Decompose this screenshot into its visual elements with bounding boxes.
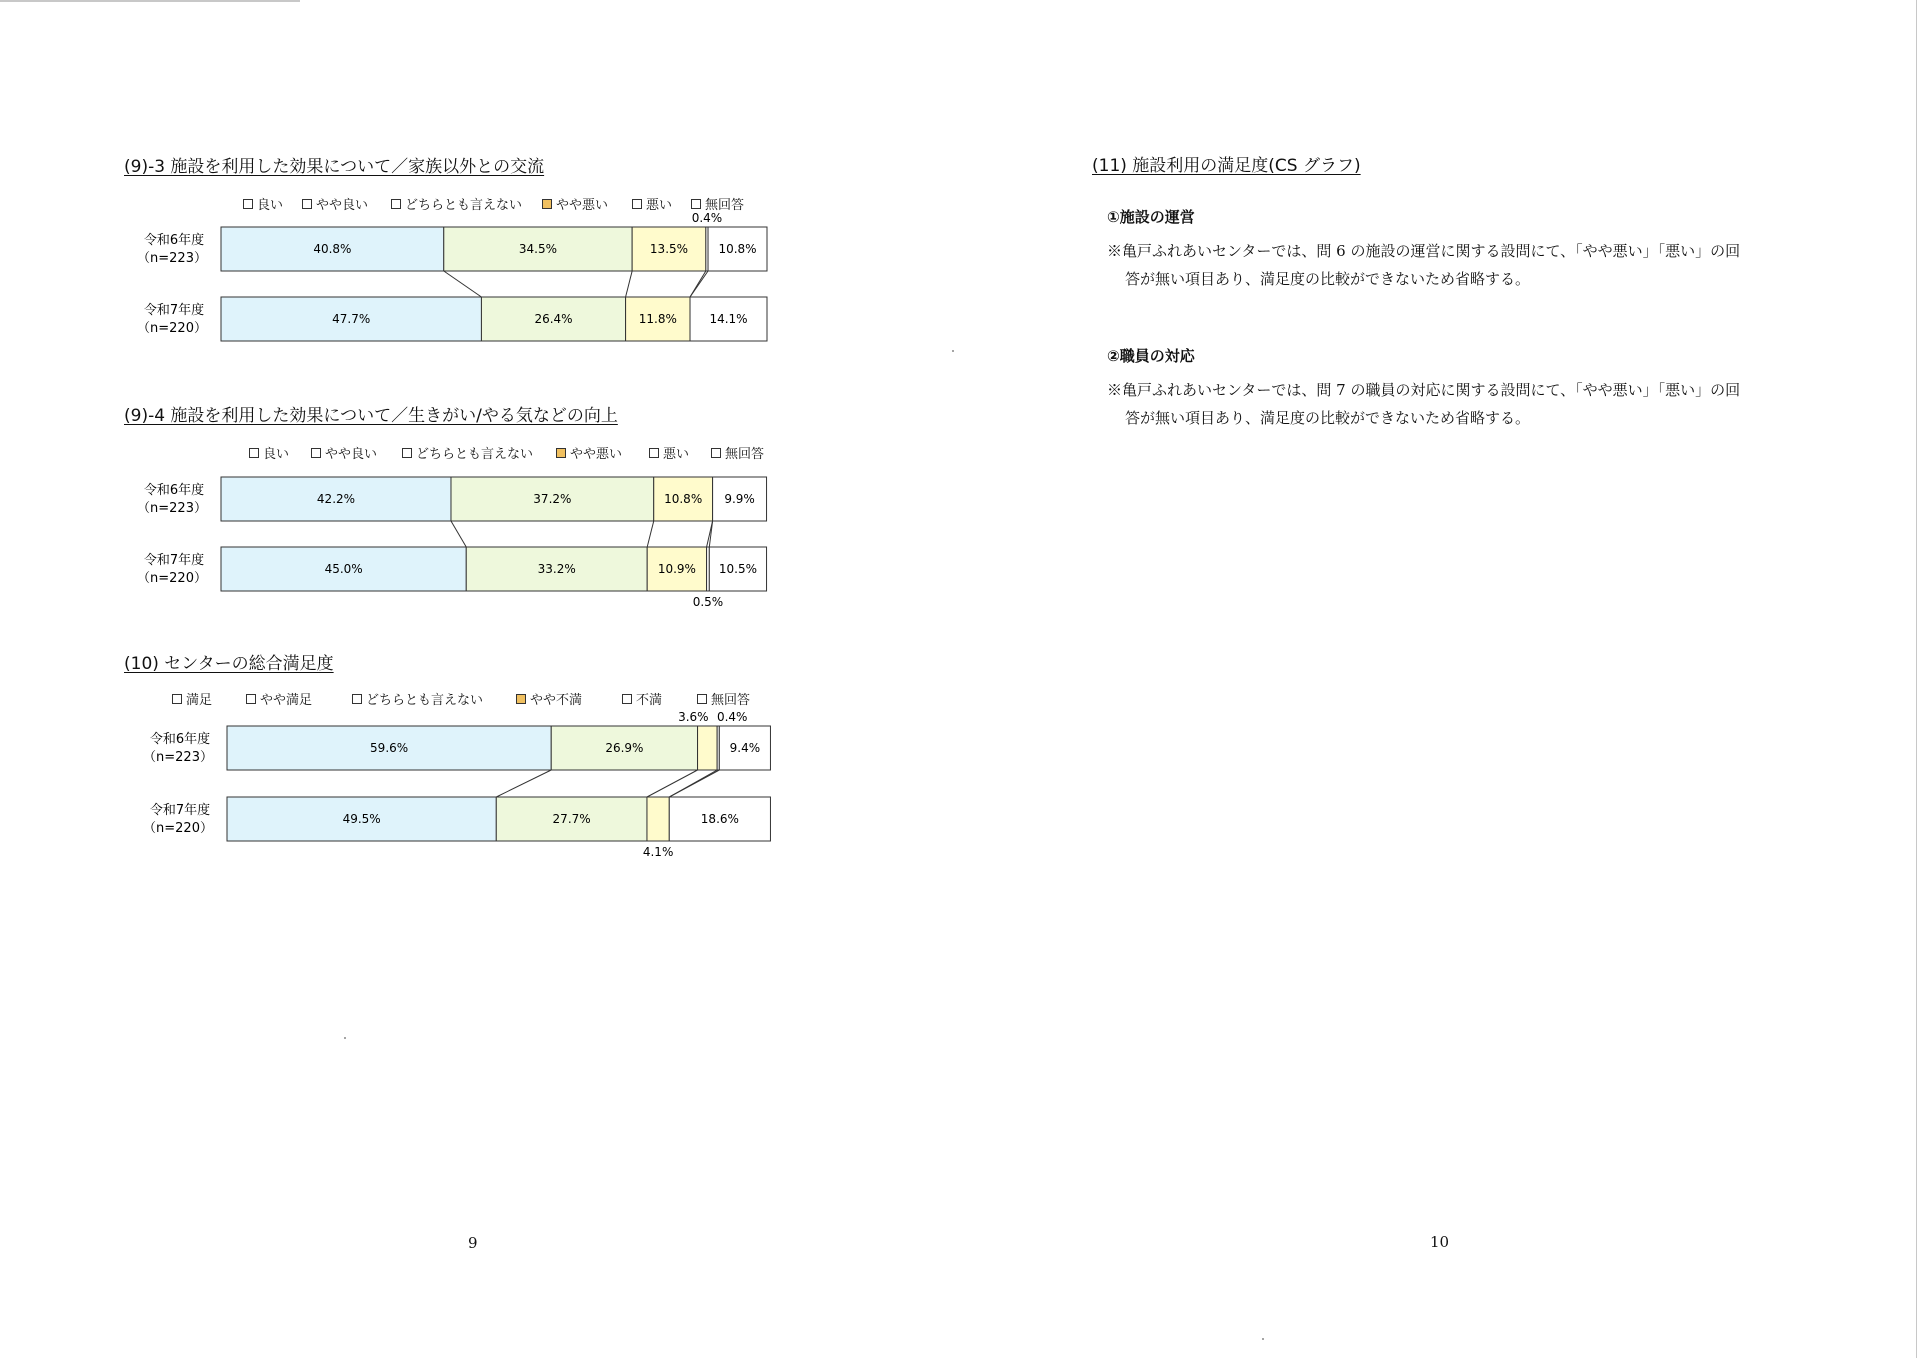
section-heading: ①施設の運営: [1107, 208, 1195, 226]
row-sample-size: （n=223）: [143, 750, 213, 765]
data-label: 34.5%: [518, 242, 558, 256]
row-sample-size: （n=220）: [137, 321, 207, 336]
data-label-external: 4.1%: [642, 845, 674, 859]
row-sample-size: （n=220）: [143, 821, 213, 836]
legend-item: 無回答: [697, 689, 750, 708]
legend-item: やや良い: [311, 443, 377, 462]
data-label: 45.0%: [324, 562, 363, 576]
row-sample-size: （n=223）: [137, 251, 207, 266]
connector-line: [669, 770, 719, 797]
row-label: 令和7年度: [143, 553, 205, 568]
legend-item: やや満足: [246, 689, 312, 708]
legend-item: やや悪い: [556, 443, 622, 462]
section-heading: ②職員の対応: [1107, 347, 1195, 365]
section-note: [1107, 376, 1807, 432]
data-label: 59.6%: [370, 741, 409, 755]
legend-item: やや良い: [302, 194, 368, 213]
data-label-external: 0.4%: [716, 710, 748, 724]
row-label: 令和6年度: [143, 233, 205, 248]
data-label: 11.8%: [638, 312, 677, 326]
data-label: 40.8%: [313, 242, 352, 256]
bar-segment-somewhat-bad: [647, 797, 669, 841]
row-label: 令和6年度: [143, 483, 205, 498]
data-label: 26.9%: [605, 741, 644, 755]
legend-item: どちらとも言えない: [402, 443, 533, 462]
row-label: 令和7年度: [143, 303, 205, 318]
note-line: ※亀戸ふれあいセンターでは、問 6 の施設の運営に関する設問にて、「やや悪い」「悪い」の回: [1107, 242, 1741, 260]
legend-item: 良い: [243, 194, 283, 213]
page-title: (11) 施設利用の満足度(CS グラフ): [1092, 156, 1361, 176]
section-note: [1107, 237, 1807, 293]
legend-item: 無回答: [711, 443, 764, 462]
data-label: 37.2%: [533, 492, 572, 506]
legend-item: やや不満: [516, 689, 582, 708]
row-sample-size: （n=223）: [137, 501, 207, 516]
legend-item: 良い: [249, 443, 289, 462]
legend-item: やや悪い: [542, 194, 608, 213]
data-label: 9.9%: [724, 492, 755, 506]
legend-item: 不満: [622, 689, 662, 708]
data-label: 10.9%: [657, 562, 696, 576]
connector-line: [647, 770, 698, 797]
legend-item: 無回答: [691, 194, 744, 213]
chart-title: (9)-4 施設を利用した効果について／生きがい/やる気などの向上: [124, 406, 618, 426]
note-line: 答が無い項目あり、満足度の比較ができないため省略する。: [1125, 409, 1531, 427]
legend-item: 悪い: [649, 443, 689, 462]
note-line: 答が無い項目あり、満足度の比較ができないため省略する。: [1125, 270, 1531, 288]
data-label: 10.8%: [664, 492, 703, 506]
data-label: 27.7%: [552, 812, 591, 826]
page-number: 9: [468, 1234, 478, 1252]
data-label: 42.2%: [316, 492, 356, 506]
data-label-external: 0.5%: [692, 595, 724, 609]
data-label: 14.1%: [709, 312, 748, 326]
legend-item: 悪い: [632, 194, 672, 213]
note-line: ※亀戸ふれあいセンターでは、問 7 の職員の対応に関する設問にて、「やや悪い」「悪い」の回: [1107, 381, 1741, 399]
bar-segment-somewhat-bad: [698, 726, 718, 770]
page-number: 10: [1430, 1233, 1450, 1251]
data-label: 49.5%: [342, 812, 381, 826]
row-sample-size: （n=220）: [137, 571, 207, 586]
data-label-external: 3.6%: [678, 710, 709, 724]
data-label: 47.7%: [332, 312, 371, 326]
chart-title: (9)-3 施設を利用した効果について／家族以外との交流: [124, 157, 545, 177]
data-label: 13.5%: [649, 242, 689, 256]
data-label: 33.2%: [537, 562, 576, 576]
data-label: 18.6%: [700, 812, 739, 826]
data-label: 10.8%: [718, 242, 757, 256]
legend-item: どちらとも言えない: [352, 689, 483, 708]
data-label-external: 0.4%: [691, 211, 723, 225]
row-label: 令和7年度: [149, 803, 211, 818]
right-page: [960, 0, 1920, 1358]
data-label: 26.4%: [534, 312, 573, 326]
data-label: 10.5%: [718, 562, 757, 576]
data-label: 9.4%: [729, 741, 761, 755]
connector-line: [496, 770, 551, 797]
legend-item: 満足: [172, 689, 212, 708]
legend-item: どちらとも言えない: [391, 194, 522, 213]
chart-title: (10) センターの総合満足度: [124, 654, 334, 674]
row-label: 令和6年度: [149, 732, 211, 747]
